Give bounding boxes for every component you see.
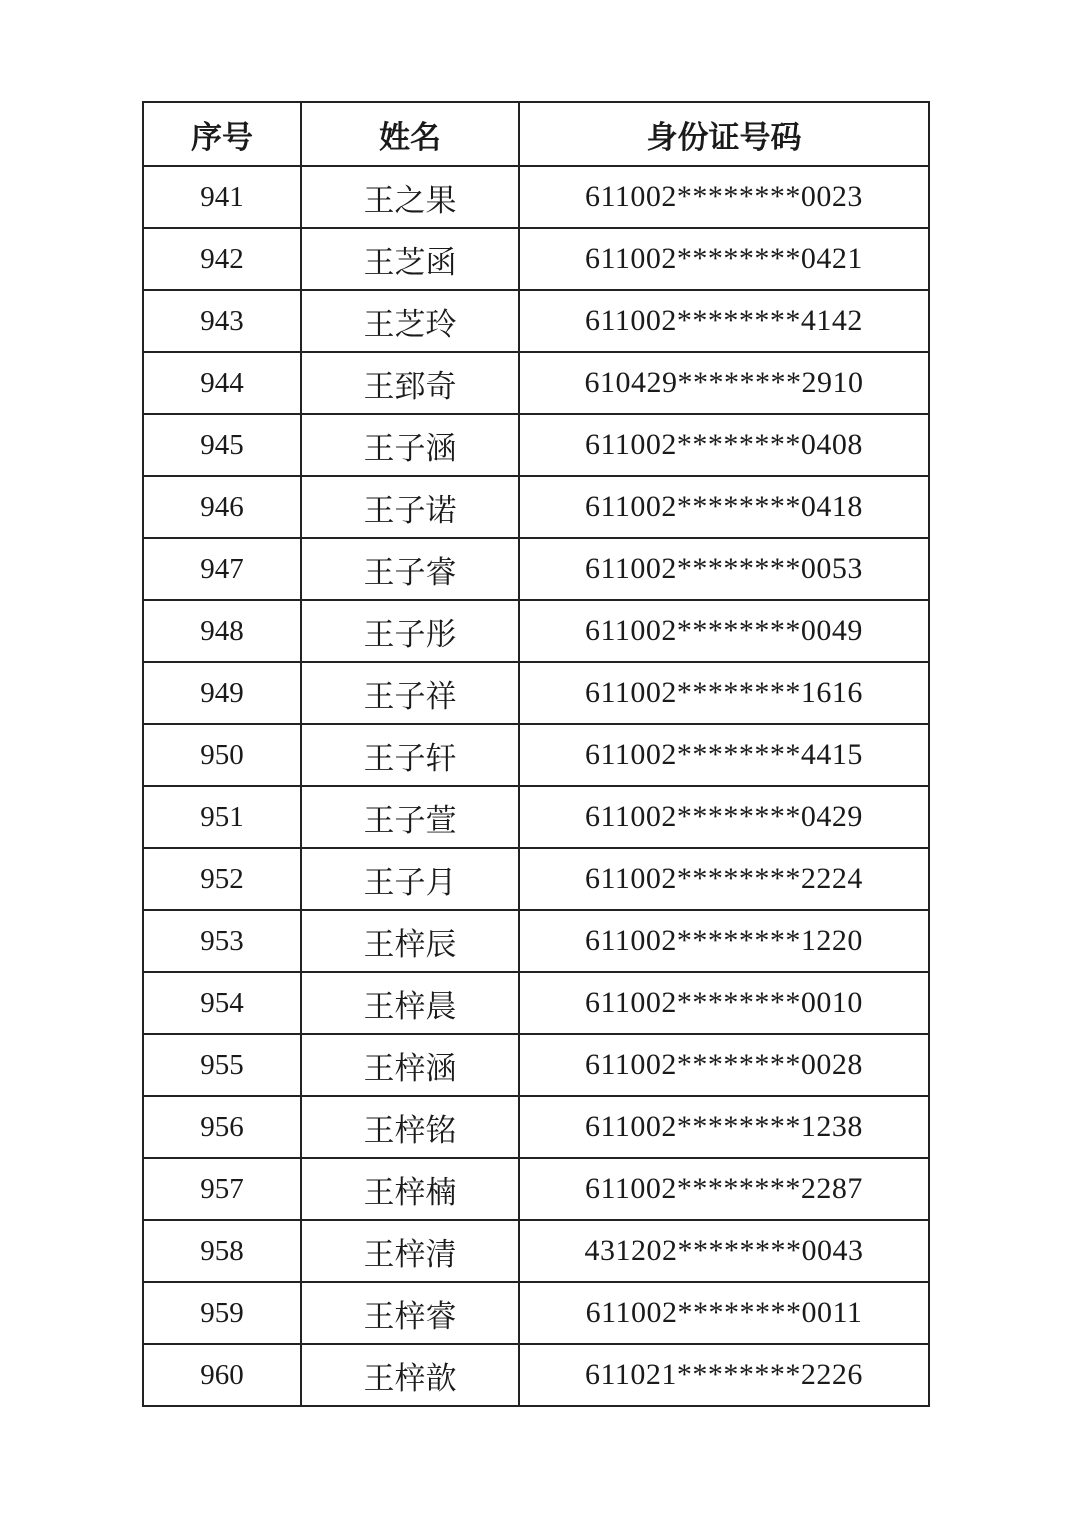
- id-number-cell: 611002********0429: [519, 786, 929, 848]
- serial-number-cell: 951: [143, 786, 301, 848]
- id-number-cell: 611002********2224: [519, 848, 929, 910]
- id-number-cell: 431202********0043: [519, 1220, 929, 1282]
- table-row: [143, 1034, 929, 1096]
- id-number-cell: 611002********0053: [519, 538, 929, 600]
- id-number-cell: 611002********4415: [519, 724, 929, 786]
- serial-number-cell: 956: [143, 1096, 301, 1158]
- name-cell: 王芝函: [301, 228, 519, 290]
- name-cell: 王梓涵: [301, 1034, 519, 1096]
- id-number-cell: 611021********2226: [519, 1344, 929, 1406]
- table-row: [143, 476, 929, 538]
- id-number-cell: 610429********2910: [519, 352, 929, 414]
- name-cell: 王芝玲: [301, 290, 519, 352]
- roster-sheet: [142, 101, 928, 1407]
- serial-number-cell: 943: [143, 290, 301, 352]
- id-number-cell: 611002********4142: [519, 290, 929, 352]
- header-row: [143, 102, 929, 166]
- header-id-number: 身份证号码: [519, 102, 929, 166]
- serial-number-cell: 942: [143, 228, 301, 290]
- name-cell: 王梓晨: [301, 972, 519, 1034]
- id-number-cell: 611002********0421: [519, 228, 929, 290]
- name-cell: 王子睿: [301, 538, 519, 600]
- name-cell: 王子轩: [301, 724, 519, 786]
- serial-number-cell: 944: [143, 352, 301, 414]
- serial-number-cell: 953: [143, 910, 301, 972]
- table-row: [143, 1096, 929, 1158]
- id-number-cell: 611002********0010: [519, 972, 929, 1034]
- id-number-cell: 611002********2287: [519, 1158, 929, 1220]
- name-cell: 王子诺: [301, 476, 519, 538]
- table-row: [143, 1158, 929, 1220]
- table-row: [143, 848, 929, 910]
- table-row: [143, 290, 929, 352]
- name-cell: 王子彤: [301, 600, 519, 662]
- serial-number-cell: 957: [143, 1158, 301, 1220]
- roster-table: [142, 101, 930, 1407]
- serial-number-cell: 947: [143, 538, 301, 600]
- name-cell: 王梓铭: [301, 1096, 519, 1158]
- table-body: [143, 166, 929, 1406]
- id-number-cell: 611002********0011: [519, 1282, 929, 1344]
- table-row: [143, 414, 929, 476]
- table-row: [143, 724, 929, 786]
- table-row: [143, 786, 929, 848]
- id-number-cell: 611002********1238: [519, 1096, 929, 1158]
- name-cell: 王梓楠: [301, 1158, 519, 1220]
- serial-number-cell: 958: [143, 1220, 301, 1282]
- id-number-cell: 611002********1220: [519, 910, 929, 972]
- name-cell: 王梓辰: [301, 910, 519, 972]
- serial-number-cell: 948: [143, 600, 301, 662]
- id-number-cell: 611002********1616: [519, 662, 929, 724]
- serial-number-cell: 960: [143, 1344, 301, 1406]
- table-row: [143, 600, 929, 662]
- serial-number-cell: 946: [143, 476, 301, 538]
- serial-number-cell: 955: [143, 1034, 301, 1096]
- table-row: [143, 228, 929, 290]
- table-row: [143, 538, 929, 600]
- name-cell: 王子涵: [301, 414, 519, 476]
- name-cell: 王郅奇: [301, 352, 519, 414]
- name-cell: 王梓睿: [301, 1282, 519, 1344]
- serial-number-cell: 950: [143, 724, 301, 786]
- name-cell: 王之果: [301, 166, 519, 228]
- serial-number-cell: 959: [143, 1282, 301, 1344]
- header-serial-number: 序号: [143, 102, 301, 166]
- id-number-cell: 611002********0049: [519, 600, 929, 662]
- table-row: [143, 352, 929, 414]
- serial-number-cell: 945: [143, 414, 301, 476]
- serial-number-cell: 949: [143, 662, 301, 724]
- name-cell: 王子月: [301, 848, 519, 910]
- name-cell: 王子萱: [301, 786, 519, 848]
- id-number-cell: 611002********0023: [519, 166, 929, 228]
- serial-number-cell: 941: [143, 166, 301, 228]
- table-row: [143, 1344, 929, 1406]
- id-number-cell: 611002********0408: [519, 414, 929, 476]
- table-row: [143, 166, 929, 228]
- serial-number-cell: 954: [143, 972, 301, 1034]
- name-cell: 王梓清: [301, 1220, 519, 1282]
- table-row: [143, 1282, 929, 1344]
- id-number-cell: 611002********0028: [519, 1034, 929, 1096]
- serial-number-cell: 952: [143, 848, 301, 910]
- id-number-cell: 611002********0418: [519, 476, 929, 538]
- header-name: 姓名: [301, 102, 519, 166]
- name-cell: 王子祥: [301, 662, 519, 724]
- name-cell: 王梓歆: [301, 1344, 519, 1406]
- table-row: [143, 662, 929, 724]
- table-row: [143, 972, 929, 1034]
- table-row: [143, 1220, 929, 1282]
- table-row: [143, 910, 929, 972]
